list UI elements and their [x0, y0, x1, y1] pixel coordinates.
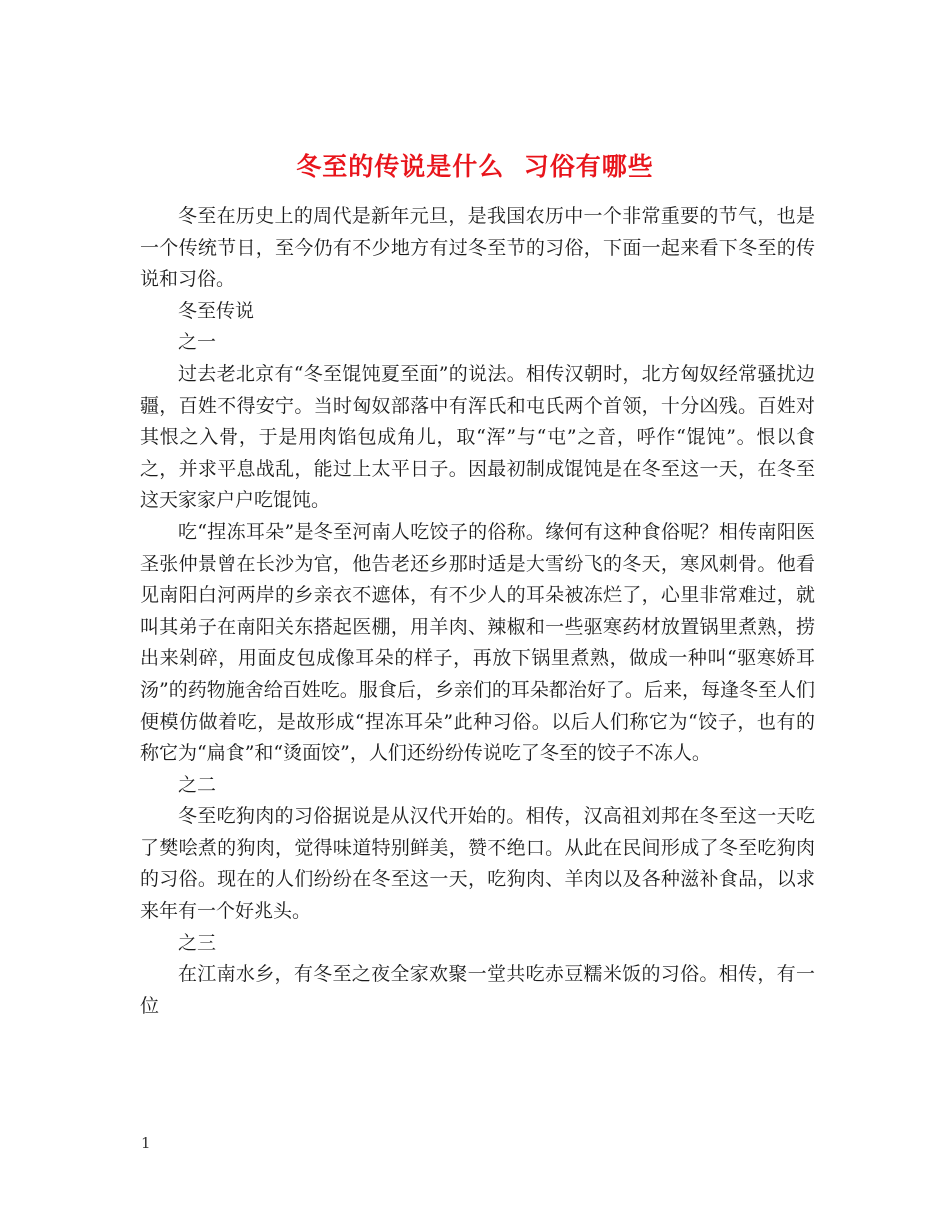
document-title: 冬至的传说是什么 习俗有哪些	[296, 151, 654, 181]
subsection-heading-two: 之二	[178, 773, 217, 796]
page-number: 1	[141, 1134, 151, 1152]
paragraph-dog-meat-legend: 冬至吃狗肉的习俗据说是从汉代开始的。相传，汉高祖刘邦在冬至这一天吃了樊哙煮的狗肉，觉得味道特别鲜美，赞不绝口。从此在民间形成了冬至吃狗肉的习俗。现在的人们纷纷在冬至这一天，吃狗肉、羊肉以及各种滋补食品，以求来年有一个好兆头。	[140, 805, 815, 923]
section-heading-legends: 冬至传说	[178, 299, 255, 322]
paragraph-dumpling-legend: 吃“捏冻耳朵”是冬至河南人吃饺子的俗称。缘何有这种食俗呢？相传南阳医圣张仲景曾在长沙为官，他告老还乡那时适是大雪纷飞的冬天，寒风刺骨。他看见南阳白河两岸的乡亲衣不遮体，有不少人的耳朵被冻烂了，心里非常难过，就叫其弟子在南阳关东搭起医棚，用羊肉、辣椒和一些驱寒药材放置锅里煮熟，捞出来剁碎，用面皮包成像耳朵的样子，再放下锅里煮熟，做成一种叫“驱寒娇耳汤”的药物施舍给百姓吃。服食后，乡亲们的耳朵都治好了。后来，每逢冬至人们便模仿做着吃，是故形成“捏冻耳朵”此种习俗。以后人们称它为“饺子，也有的称它为“扁食”和“烫面饺”，人们还纷纷传说吃了冬至的饺子不冻人。	[140, 520, 815, 765]
document-body	[140, 201, 815, 1022]
subsection-heading-one: 之一	[178, 331, 217, 354]
subsection-heading-three: 之三	[178, 931, 217, 954]
paragraph-wonton-legend: 过去老北京有“冬至馄饨夏至面”的说法。相传汉朝时，北方匈奴经常骚扰边疆，百姓不得安宁。当时匈奴部落中有浑氏和屯氏两个首领，十分凶残。百姓对其恨之入骨，于是用肉馅包成角儿，取“浑”与“屯”之音，呼作“馄饨”。恨以食之，并求平息战乱，能过上太平日子。因最初制成馄饨是在冬至这一天，在冬至这天家家户户吃馄饨。	[140, 362, 815, 512]
paragraph-red-bean-rice-legend: 在江南水乡，有冬至之夜全家欢聚一堂共吃赤豆糯米饭的习俗。相传，有一位	[140, 963, 815, 1017]
intro-paragraph: 冬至在历史上的周代是新年元旦，是我国农历中一个非常重要的节气，也是一个传统节日，至今仍有不少地方有过冬至节的习俗，下面一起来看下冬至的传说和习俗。	[140, 205, 815, 291]
